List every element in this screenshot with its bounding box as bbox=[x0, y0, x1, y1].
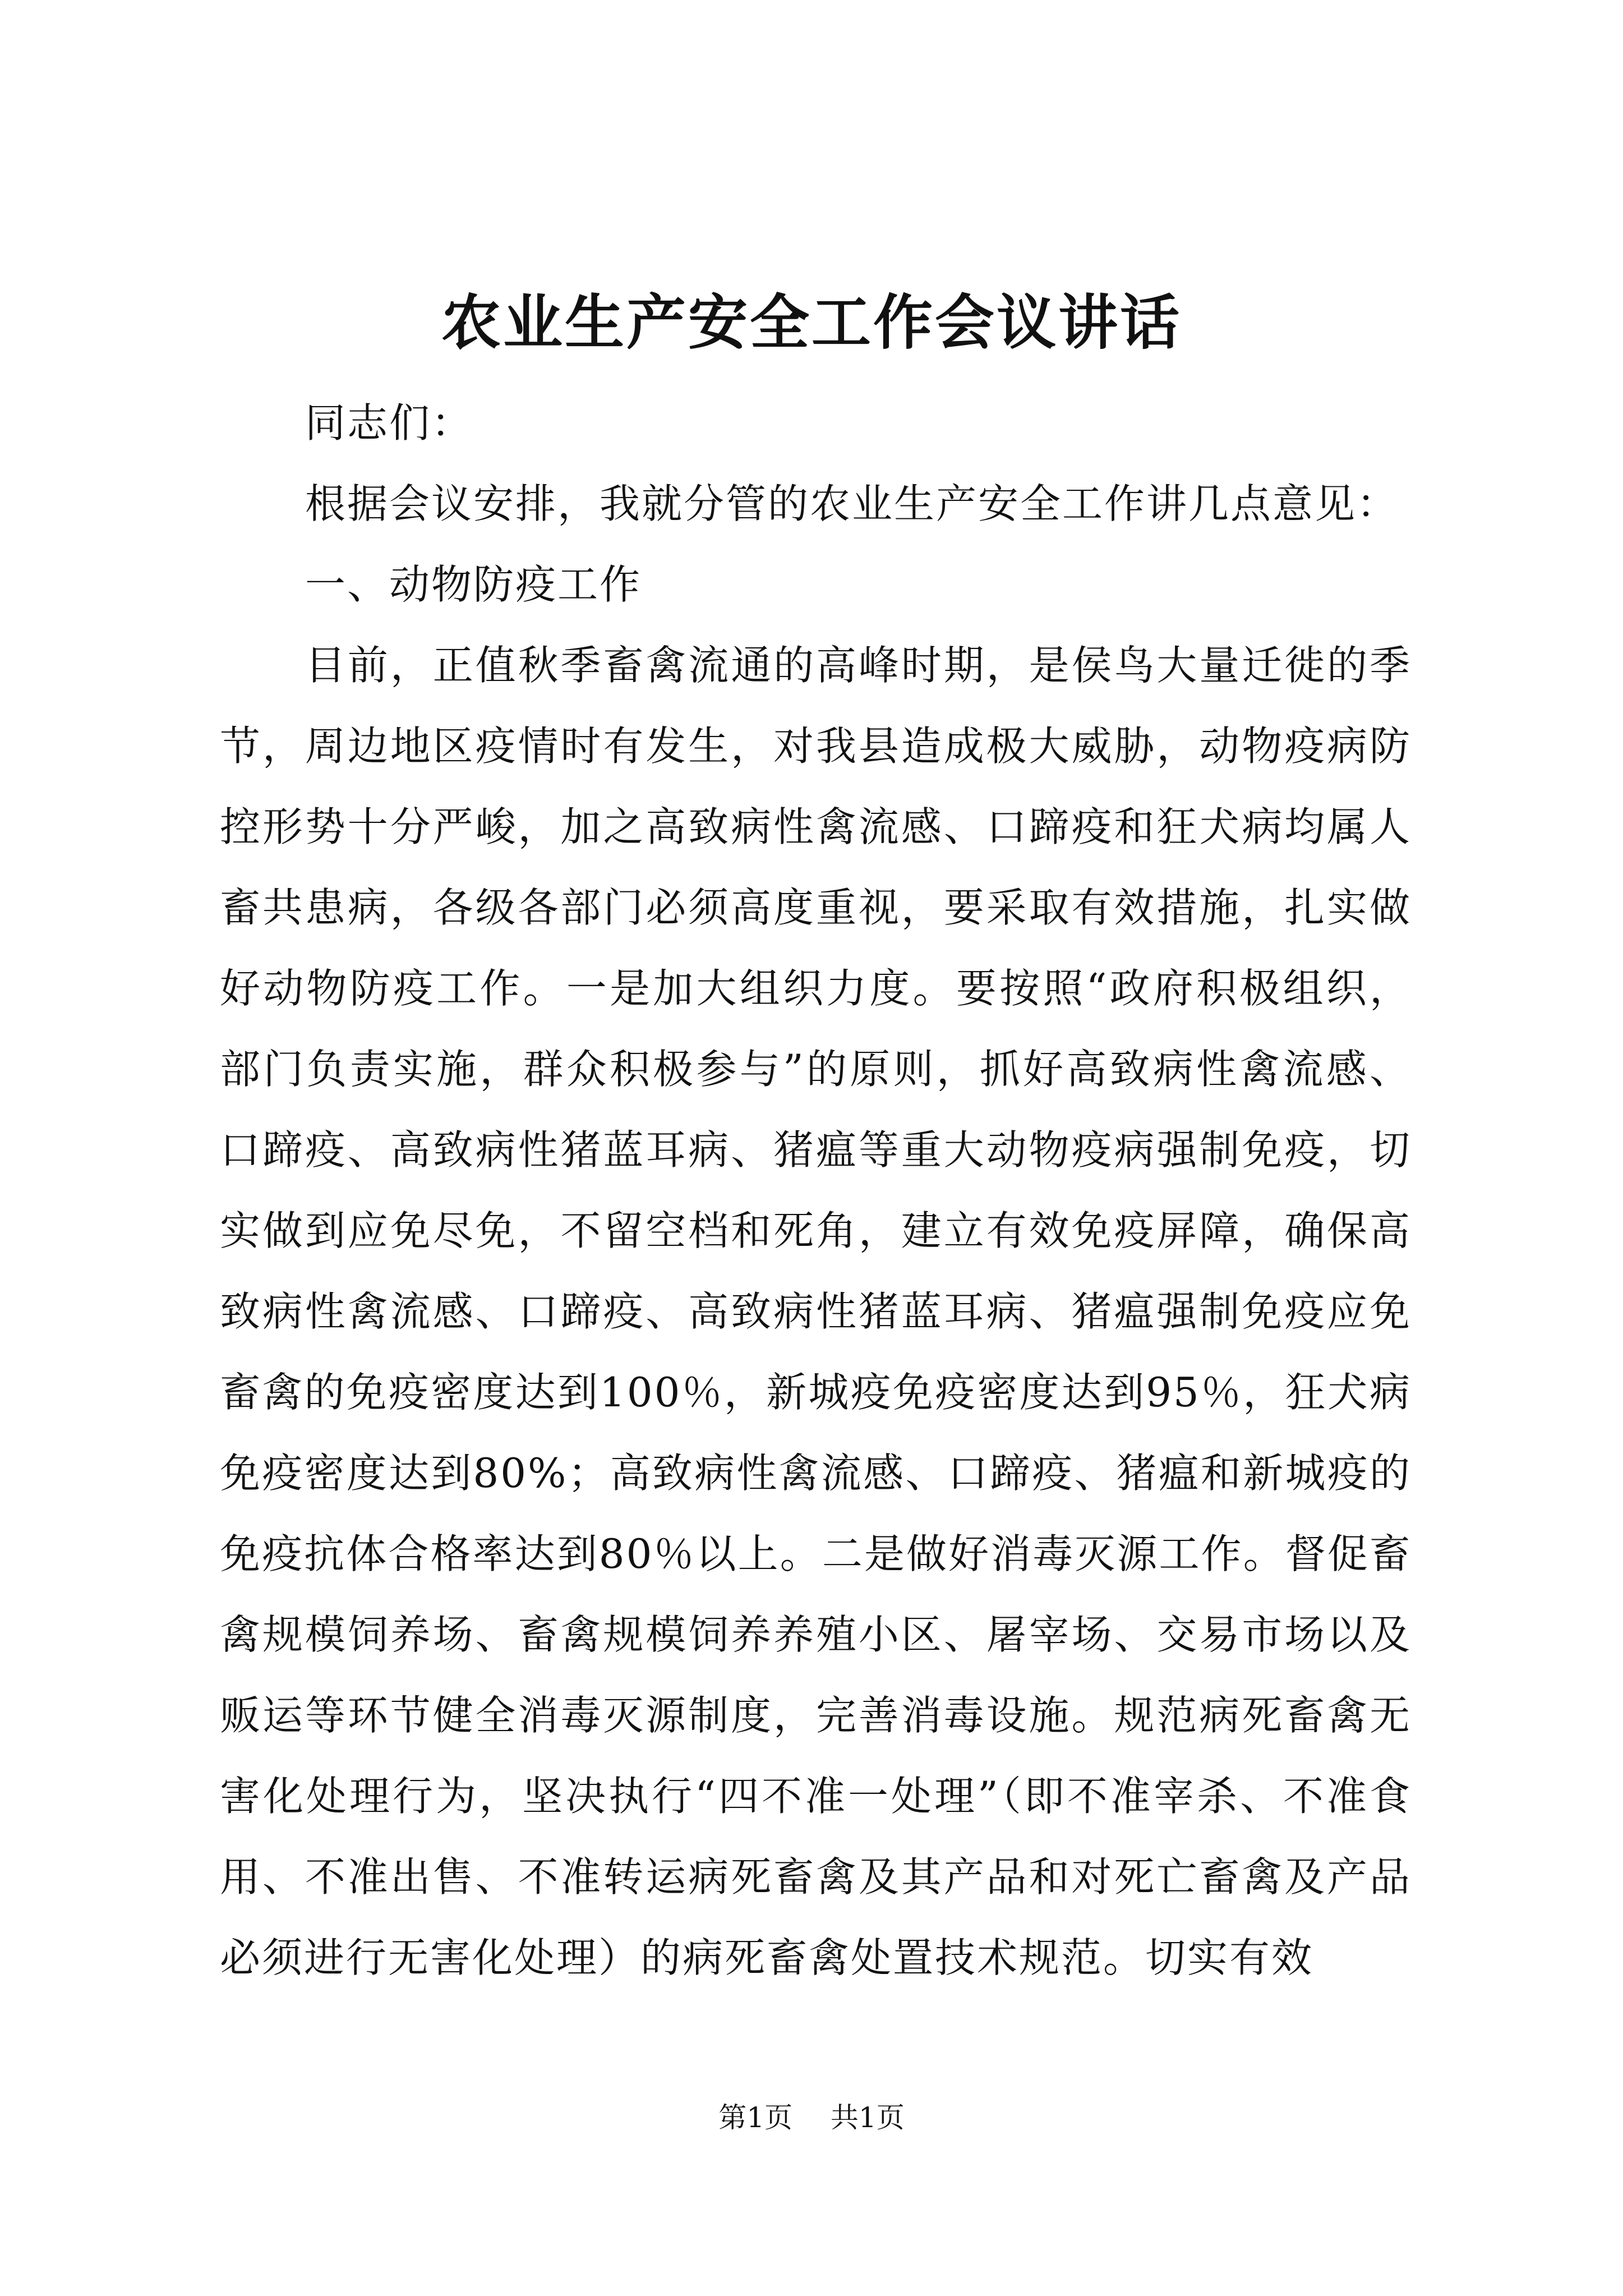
page-title: 农业生产安全工作会议讲话 bbox=[441, 287, 1182, 357]
section-heading: 一、动物防疫工作 bbox=[305, 561, 642, 608]
paragraph-main: 目前，正值秋季畜禽流通的高峰时期，是侯鸟大量迁徙的季节，周边地区疫情时有发生，对我县造成极大威胁，动物疫病防控形势十分严峻，加之高致病性禽流感、口蹄疫和狂犬病均属人畜共患病，各级各部门必须高度重视，要采取有效措施，扎实做好动物防疫工作。一是加大组织力度。要按照“政府积极组织，部门负责实施，群众积极参与”的原则，抓好高致病性禽流感、口蹄疫、高致病性猪蓝耳病、猪瘟等重大动物疫病强制免疫，切实做到应免尽免，不留空档和死角，建立有效免疫屏障，确保高致病性禽流感、口蹄疫、高致病性猪蓝耳病、猪瘟强制免疫应免畜禽的免疫密度达到100％，新城疫免疫密度达到95％，狂犬病免疫密度达到80%；高致病性禽流感、口蹄疫、猪瘟和新城疫的免疫抗体合格率达到80％以上。二是做好消毒灭源工作。督促畜禽规模饲养场、畜禽规模饲养养殖小区、屠宰场、交易市场以及贩运等环节健全消毒灭源制度，完善消毒设施。规范病死畜禽无害化处理行为，坚决执行“四不准一处理”（即不准宰杀、不准食用、不准出售、不准转运病死畜禽及其产品和对死亡畜禽及产品必须进行无害化处理）的病死畜禽处置技术规范。切实有效 bbox=[220, 642, 1412, 1981]
paragraph-intro: 根据会议安排，我就分管的农业生产安全工作讲几点意见： bbox=[305, 480, 1399, 527]
document-body bbox=[220, 383, 1412, 1998]
paragraph-salutation: 同志们： bbox=[305, 399, 474, 447]
page-number-current: 第1页 bbox=[718, 2101, 793, 2134]
page-number-total: 共1页 bbox=[830, 2101, 905, 2134]
page-footer bbox=[0, 2098, 1623, 2137]
